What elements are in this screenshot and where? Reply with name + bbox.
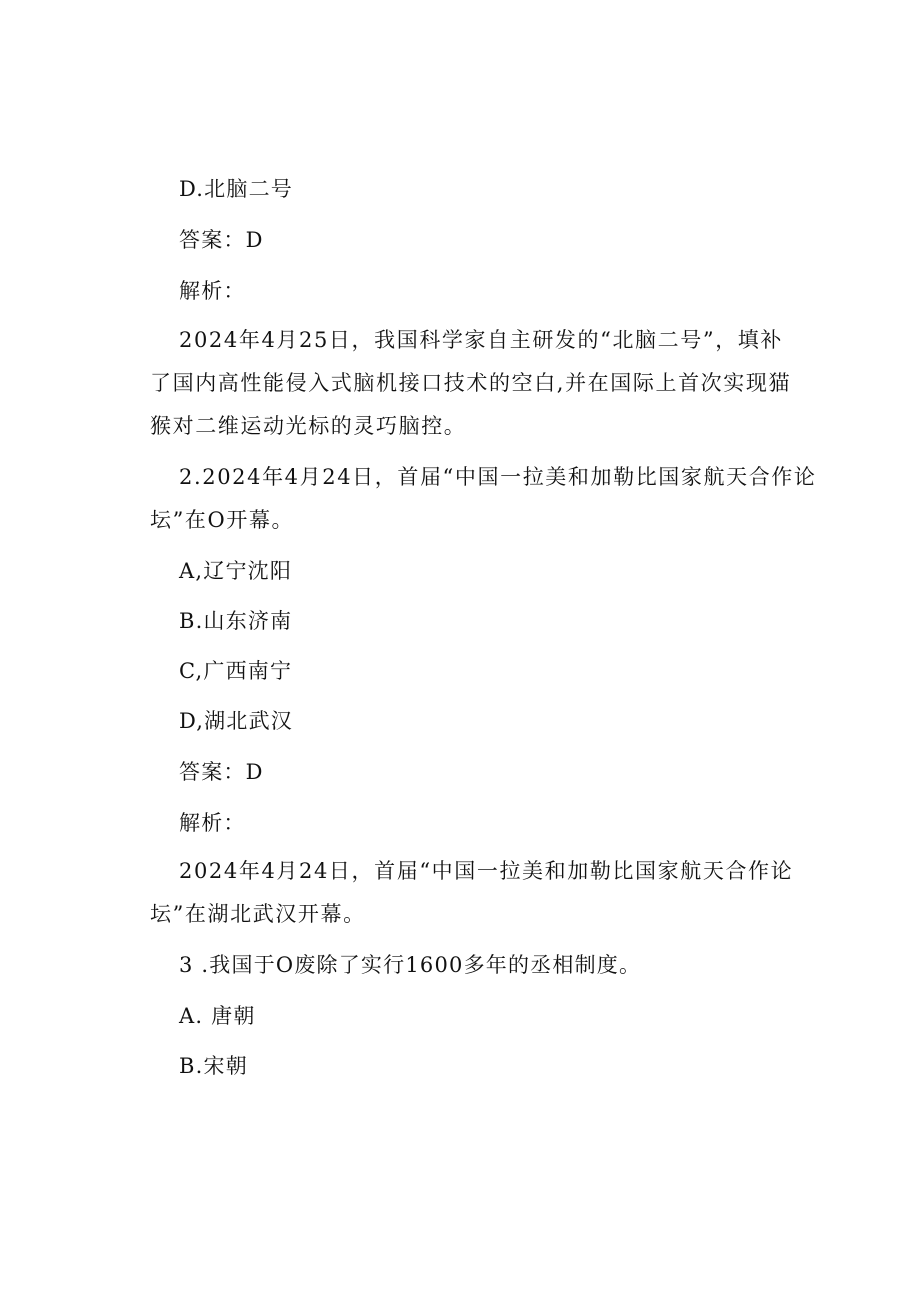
q2-option-d: D,湖北武汉 xyxy=(179,709,293,733)
q2-analysis-line-2: 坛”在湖北武汉开幕。 xyxy=(150,902,366,926)
q2-analysis-label: 解析： xyxy=(179,811,246,835)
q3-option-b: B.宋朝 xyxy=(179,1054,248,1078)
q1-analysis-line-3: 猴对二维运动光标的灵巧脑控。 xyxy=(150,414,467,438)
q1-analysis-line-2: 了国内高性能侵入式脑机接口技术的空白,并在国际上首次实现猫 xyxy=(150,371,792,395)
q1-answer: 答案：D xyxy=(179,228,264,252)
q2-analysis-line-1: 2024年4月24日，首届“中国一拉美和加勒比国家航天合作论 xyxy=(179,859,794,883)
q3-question: 3 .我国于O废除了实行1600多年的丞相制度。 xyxy=(179,953,642,977)
q2-question-line-2: 坛”在O开幕。 xyxy=(150,508,295,532)
q2-analysis-paragraph xyxy=(150,857,793,943)
q2-question-line-1: 2.2024年4月24日，首届“中国一拉美和加勒比国家航天合作论 xyxy=(179,465,817,489)
q3-option-a: A. 唐朝 xyxy=(179,1004,256,1028)
q2-option-a: A,辽宁沈阳 xyxy=(179,559,293,583)
q2-option-c: C,广西南宁 xyxy=(179,659,293,683)
q1-analysis-line-1: 2024年4月25日，我国科学家自主研发的“北脑二号”，填补 xyxy=(179,328,783,352)
q2-option-b: B.山东济南 xyxy=(179,609,293,633)
q2-answer: 答案：D xyxy=(179,760,264,784)
q1-analysis-label: 解析： xyxy=(179,279,246,303)
q1-analysis-paragraph xyxy=(150,326,791,455)
q1-option-d: D.北脑二号 xyxy=(179,177,293,201)
q2-question xyxy=(150,463,817,549)
